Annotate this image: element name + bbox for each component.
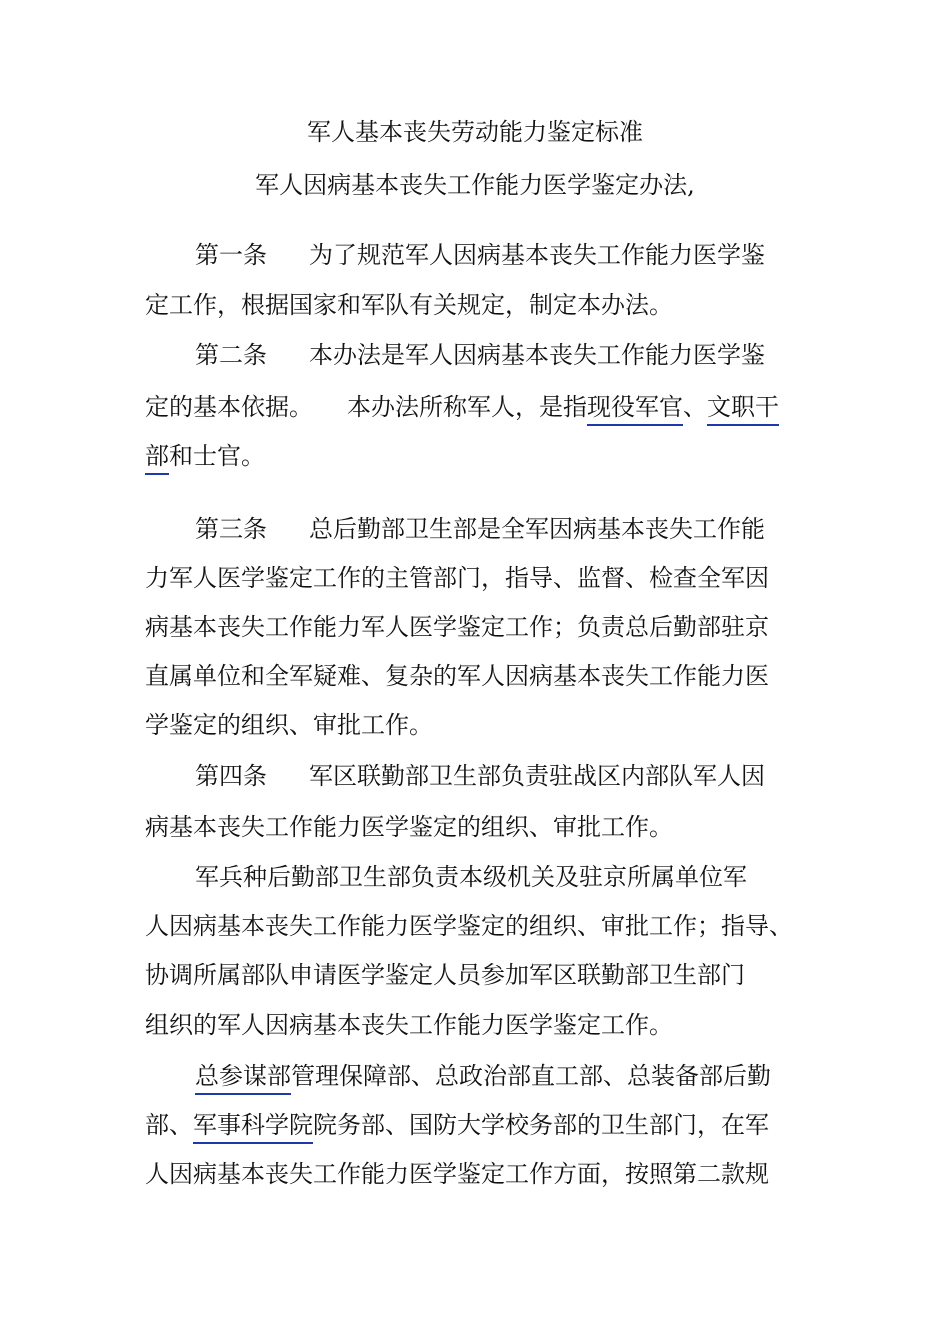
article-3-line-3: 病基本丧失工作能力军人医学鉴定工作；负责总后勤部驻京 (145, 613, 769, 641)
article-2-text-a: 定的基本依据。 (145, 393, 313, 421)
paragraph-2-line-2: 人因病基本丧失工作能力医学鉴定的组织、审批工作；指导、 (145, 912, 793, 940)
article-2-text-b: 本办法所称军人，是指 (347, 393, 587, 421)
article-3-line-2: 力军人医学鉴定工作的主管部门，指导、监督、检查全军因 (145, 564, 769, 592)
paragraph-3-line-3: 人因病基本丧失工作能力医学鉴定工作方面，按照第二款规 (145, 1160, 769, 1188)
article-2-line-2 (145, 392, 779, 422)
article-3-text: 总后勤部卫生部是全军因病基本丧失工作能 (309, 515, 765, 543)
article-1-label: 第一条 (195, 241, 267, 269)
article-1-line-2: 定工作，根据国家和军队有关规定，制定本办法。 (145, 291, 673, 319)
link-civilian-cadre-cont[interactable]: 部 (145, 442, 169, 475)
document-title: 军人基本丧失劳动能力鉴定标准 (307, 118, 643, 146)
article-3-label: 第三条 (195, 515, 267, 543)
article-3-line-5: 学鉴定的组织、审批工作。 (145, 711, 433, 739)
paragraph-3-text-b: 部、 (145, 1111, 193, 1139)
article-1-line-1 (195, 240, 765, 270)
link-academy-military-science[interactable]: 军事科学院 (193, 1111, 313, 1144)
article-1-text: 为了规范军人因病基本丧失工作能力医学鉴 (309, 241, 765, 269)
article-2-text-c: 和士官。 (169, 442, 265, 470)
article-2-line-3 (145, 441, 265, 471)
link-civilian-cadre[interactable]: 文职干 (707, 393, 779, 426)
article-4-text: 军区联勤部卫生部负责驻战区内部队军人因 (309, 762, 765, 790)
document-subtitle: 军人因病基本丧失工作能力医学鉴定办法, (255, 171, 695, 199)
paragraph-2-line-4: 组织的军人因病基本丧失工作能力医学鉴定工作。 (145, 1011, 673, 1039)
article-3-line-4: 直属单位和全军疑难、复杂的军人因病基本丧失工作能力医 (145, 662, 769, 690)
article-2-line-1 (195, 340, 765, 370)
article-3-line-1 (195, 514, 765, 544)
paragraph-3-line-1 (195, 1061, 771, 1091)
link-active-officer[interactable]: 现役军官 (587, 393, 683, 426)
paragraph-3-line-2 (145, 1110, 769, 1140)
article-2-text: 本办法是军人因病基本丧失工作能力医学鉴 (309, 341, 765, 369)
paragraph-2-line-3: 协调所属部队申请医学鉴定人员参加军区联勤部卫生部门 (145, 961, 745, 989)
article-2-label: 第二条 (195, 341, 267, 369)
paragraph-2-line-1: 军兵种后勤部卫生部负责本级机关及驻京所属单位军 (195, 863, 747, 891)
article-4-label: 第四条 (195, 762, 267, 790)
paragraph-3-text-a: 管理保障部、总政治部直工部、总装备部后勤 (291, 1062, 771, 1090)
separator: 、 (683, 393, 707, 421)
link-general-staff[interactable]: 总参谋部 (195, 1062, 291, 1095)
paragraph-3-text-c: 院务部、国防大学校务部的卫生部门，在军 (313, 1111, 769, 1139)
article-4-line-2: 病基本丧失工作能力医学鉴定的组织、审批工作。 (145, 813, 673, 841)
article-4-line-1 (195, 761, 765, 791)
